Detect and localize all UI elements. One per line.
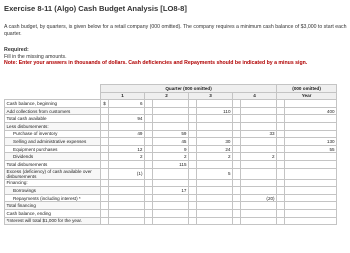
spacer-cell [189,153,197,161]
amount-cell[interactable] [153,100,189,108]
amount-cell[interactable] [285,179,337,187]
spacer-cell [189,187,197,195]
table-row [5,130,337,138]
amount-cell[interactable]: (20) [241,194,277,202]
required-text: Fill in the missing amounts. [4,53,67,60]
spacer-cell [101,209,109,217]
amount-cell[interactable] [109,179,145,187]
spacer-cell [277,202,285,210]
table-row [5,153,337,161]
spacer-cell [101,122,109,130]
amount-cell[interactable]: (1) [109,168,145,179]
spacer-cell [101,160,109,168]
spacer-cell [145,138,153,146]
spacer-cell [145,153,153,161]
table-row [5,202,337,210]
spacer-cell [145,107,153,115]
spacer-cell [145,115,153,123]
spacer-cell [189,209,197,217]
table-row [5,138,337,146]
spacer-cell [233,130,241,138]
amount-cell[interactable] [153,194,189,202]
spacer-cell [101,115,109,123]
spacer-cell [277,130,285,138]
amount-cell[interactable] [197,179,233,187]
amount-cell[interactable]: 59 [153,130,189,138]
amount-cell[interactable] [109,107,145,115]
spacer-cell [277,138,285,146]
amount-cell[interactable] [197,187,233,195]
amount-cell[interactable] [241,179,277,187]
table-row [5,194,337,202]
row-label: Financing: [5,179,101,187]
dollar-sign: $ [101,100,109,108]
spacer-cell [101,202,109,210]
amount-cell [285,217,337,225]
spacer-cell [277,115,285,123]
required-heading: Required: [4,47,29,53]
amount-cell[interactable] [153,179,189,187]
amount-cell[interactable]: 30 [197,138,233,146]
spacer-cell [145,187,153,195]
spacer-cell [189,115,197,123]
spacer-cell [145,209,153,217]
table-row [5,107,337,115]
spacer-cell [189,130,197,138]
amount-cell [109,217,145,225]
amount-cell[interactable]: 12 [109,145,145,153]
amount-cell[interactable] [241,122,277,130]
amount-cell [197,217,233,225]
amount-cell[interactable]: 24 [197,145,233,153]
spacer-cell [189,194,197,202]
amount-cell[interactable] [153,168,189,179]
spacer-cell [145,130,153,138]
amount-cell[interactable]: 6 [109,100,145,108]
amount-cell[interactable] [109,160,145,168]
spacer-cell [277,153,285,161]
amount-cell[interactable] [109,122,145,130]
column-header-year: Year [277,92,337,100]
spacer-cell [233,122,241,130]
spacer-cell [189,138,197,146]
amount-cell[interactable] [285,122,337,130]
spacer-cell [101,187,109,195]
spacer-cell [189,145,197,153]
row-label: Total cash available [5,115,101,123]
amount-cell[interactable]: 2 [109,153,145,161]
spacer-cell [277,179,285,187]
amount-cell[interactable] [197,160,233,168]
amount-cell[interactable] [241,100,277,108]
amount-cell[interactable]: 45 [153,138,189,146]
amount-cell[interactable]: 5 [197,168,233,179]
instructions-note: Note: Enter your answers in thousands of dollars. Cash deficiencies and Repayments should be indicated by a minus sign. [4,60,308,66]
spacer-cell [101,168,109,179]
spacer-cell [233,209,241,217]
amount-cell[interactable] [285,115,337,123]
spacer-cell [189,100,197,108]
spacer-cell [277,209,285,217]
table-row [5,209,337,217]
amount-cell[interactable] [153,122,189,130]
row-label: Repayments (including interest) * [5,194,101,202]
amount-cell[interactable] [109,202,145,210]
amount-cell[interactable] [197,122,233,130]
column-header-q1: 1 [101,92,145,100]
spacer-cell [233,202,241,210]
amount-cell[interactable]: 130 [285,138,337,146]
row-label: Total financing [5,202,101,210]
spacer-cell [189,179,197,187]
row-label: Selling and administrative expenses [5,138,101,146]
amount-cell[interactable]: 115 [153,160,189,168]
spacer-cell [277,107,285,115]
amount-cell[interactable] [285,187,337,195]
amount-cell[interactable]: 2 [197,153,233,161]
label-column-header [5,85,101,100]
spacer-cell [145,202,153,210]
year-group-header: (000 omitted) [277,85,337,93]
row-label: Total disbursements [5,160,101,168]
column-header-q3: 3 [189,92,233,100]
spacer-cell [189,107,197,115]
spacer-cell [277,194,285,202]
spacer-cell [233,100,241,108]
row-label: *Interest will total $1,000 for the year. [5,217,101,225]
row-label: Cash balance, ending [5,209,101,217]
spacer-cell [145,145,153,153]
spacer-cell [145,217,153,225]
spacer-cell [189,168,197,179]
row-label: Less disbursements: [5,122,101,130]
spacer-cell [233,115,241,123]
amount-cell[interactable] [241,145,277,153]
table-row [5,217,337,225]
row-label: Equipment purchases [5,145,101,153]
amount-cell[interactable] [153,209,189,217]
spacer-cell [277,168,285,179]
table-row [5,100,337,108]
amount-cell[interactable] [241,138,277,146]
spacer-cell [145,194,153,202]
amount-cell[interactable] [285,153,337,161]
amount-cell[interactable] [285,130,337,138]
amount-cell[interactable] [285,160,337,168]
amount-cell[interactable] [197,194,233,202]
spacer-cell [233,168,241,179]
amount-cell[interactable] [109,187,145,195]
spacer-cell [233,107,241,115]
amount-cell [241,217,277,225]
spacer-cell [101,179,109,187]
table-row [5,168,337,179]
spacer-cell [145,168,153,179]
spacer-cell [189,202,197,210]
row-label: Purchase of inventory [5,130,101,138]
column-header-q4: 4 [233,92,277,100]
spacer-cell [145,160,153,168]
amount-cell[interactable] [197,100,233,108]
table-row [5,160,337,168]
spacer-cell [189,122,197,130]
spacer-cell [101,217,109,225]
spacer-cell [233,160,241,168]
amount-cell[interactable] [241,107,277,115]
amount-cell[interactable] [285,168,337,179]
amount-cell[interactable] [285,100,337,108]
spacer-cell [145,122,153,130]
amount-cell[interactable] [153,115,189,123]
amount-cell[interactable] [109,209,145,217]
amount-cell[interactable] [109,138,145,146]
spacer-cell [277,100,285,108]
spacer-cell [233,217,241,225]
exercise-title: Exercise 8-11 (Algo) Cash Budget Analysis [LO8-8] [4,4,187,13]
spacer-cell [145,100,153,108]
amount-cell[interactable]: 400 [285,107,337,115]
row-label: Borrowings [5,187,101,195]
spacer-cell [233,179,241,187]
amount-cell[interactable]: 2 [241,153,277,161]
spacer-cell [277,217,285,225]
spacer-cell [189,217,197,225]
spacer-cell [189,160,197,168]
table-row [5,179,337,187]
spacer-cell [101,138,109,146]
amount-cell[interactable] [109,194,145,202]
column-header-q2: 2 [145,92,189,100]
spacer-cell [233,138,241,146]
amount-cell[interactable] [285,194,337,202]
spacer-cell [101,153,109,161]
amount-cell[interactable] [197,202,233,210]
spacer-cell [233,194,241,202]
amount-cell[interactable] [285,202,337,210]
amount-cell[interactable] [241,160,277,168]
amount-cell[interactable] [241,168,277,179]
amount-cell[interactable] [241,187,277,195]
amount-cell[interactable] [197,209,233,217]
intro-text: A cash budget, by quarters, is given below for a retail company (000 omitted). The company requires a minimum cash balance of $3,000 to start each quarter. [4,24,347,37]
amount-cell[interactable]: 9 [153,145,189,153]
amount-cell[interactable] [241,202,277,210]
spacer-cell [101,194,109,202]
table-row [5,187,337,195]
spacer-cell [277,160,285,168]
amount-cell[interactable] [241,115,277,123]
amount-cell[interactable]: 2 [153,153,189,161]
row-label: Cash balance, beginning [5,100,101,108]
cash-budget-table [4,84,337,225]
spacer-cell [233,153,241,161]
amount-cell[interactable]: 33 [241,130,277,138]
spacer-cell [101,130,109,138]
table-row [5,115,337,123]
quarter-group-header: Quarter (000 omitted) [101,85,277,93]
spacer-cell [101,145,109,153]
row-label: Add collections from customers [5,107,101,115]
row-label: Excess (deficiency) of cash available over disbursements [5,168,101,179]
spacer-cell [277,122,285,130]
amount-cell[interactable] [153,107,189,115]
amount-cell[interactable] [153,202,189,210]
spacer-cell [277,145,285,153]
row-label: Dividends [5,153,101,161]
amount-cell [153,217,189,225]
budget-body [5,100,337,225]
spacer-cell [277,187,285,195]
amount-cell[interactable]: 17 [153,187,189,195]
amount-cell[interactable]: 49 [109,130,145,138]
amount-cell[interactable] [241,209,277,217]
table-row [5,145,337,153]
amount-cell[interactable]: 55 [285,145,337,153]
header-row-group [5,85,337,93]
spacer-cell [101,107,109,115]
amount-cell[interactable] [285,209,337,217]
spacer-cell [233,187,241,195]
amount-cell[interactable]: 110 [197,107,233,115]
table-row [5,122,337,130]
amount-cell[interactable]: 94 [109,115,145,123]
amount-cell[interactable] [197,130,233,138]
spacer-cell [233,145,241,153]
amount-cell[interactable] [197,115,233,123]
spacer-cell [145,179,153,187]
